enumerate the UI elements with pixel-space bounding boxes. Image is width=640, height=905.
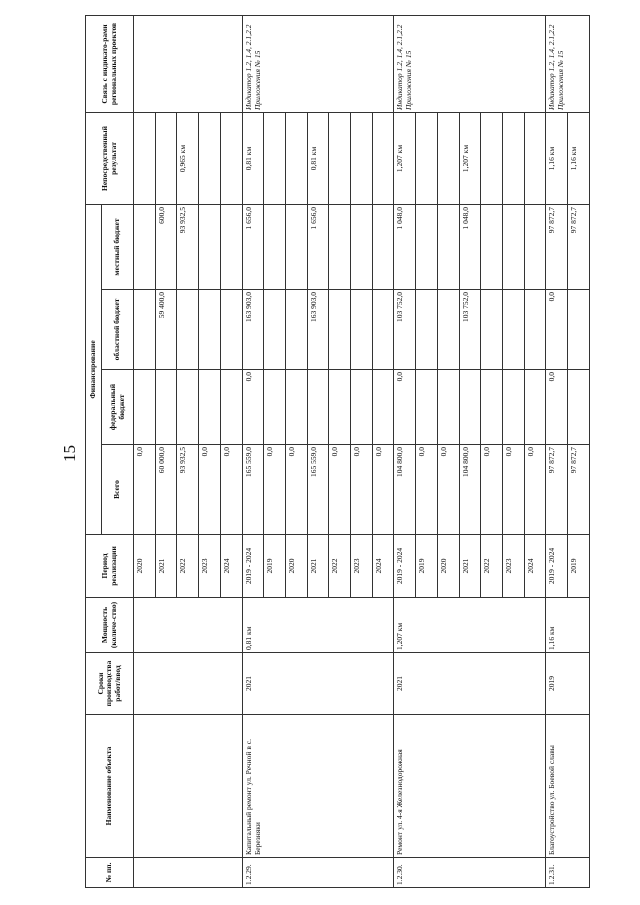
cell-total: 0,0: [524, 445, 546, 535]
cell-period: 2019: [568, 535, 590, 598]
cell-federal: [329, 370, 351, 445]
cell-result: [285, 113, 307, 205]
cell-period: 2021: [307, 535, 329, 598]
cell-federal: [155, 370, 177, 445]
cell-result: [437, 113, 459, 205]
header-total: Всего: [102, 445, 134, 535]
cell-result: [199, 113, 221, 205]
cell-period: 2023: [351, 535, 373, 598]
cell-result: [524, 113, 546, 205]
cell-total: 60 000,0: [155, 445, 177, 535]
table-row: [134, 16, 156, 888]
cell-local: 1 048,0: [394, 205, 416, 290]
cell-capacity: 1,16 км: [546, 598, 590, 653]
cell-total: 0,0: [134, 445, 156, 535]
cell-capacity: 0,81 км: [242, 598, 394, 653]
cell-federal: [502, 370, 524, 445]
cell-regional: [568, 290, 590, 370]
cell-regional: [372, 290, 394, 370]
cell-total: 0,0: [372, 445, 394, 535]
cell-capacity: 1,207 км: [394, 598, 546, 653]
cell-federal: [199, 370, 221, 445]
cell-federal: [307, 370, 329, 445]
cell-total: 0,0: [329, 445, 351, 535]
cell-federal: [372, 370, 394, 445]
cell-regional: [437, 290, 459, 370]
cell-regional: [264, 290, 286, 370]
cell-name: Благоустройство ул. Боевой славы: [546, 715, 590, 858]
cell-local: 97 872,7: [568, 205, 590, 290]
cell-deadline: 2021: [242, 653, 394, 715]
cell-regional: [351, 290, 373, 370]
cell-regional: [481, 290, 503, 370]
cell-federal: [177, 370, 199, 445]
cell-total: 0,0: [481, 445, 503, 535]
cell-federal: [264, 370, 286, 445]
cell-total: 165 559,0: [242, 445, 264, 535]
cell-regional: 59 400,0: [155, 290, 177, 370]
cell-num: 1.2.29.: [242, 858, 394, 888]
cell-result: [155, 113, 177, 205]
cell-local: [220, 205, 242, 290]
cell-total: 104 800,0: [459, 445, 481, 535]
cell-total: 93 932,5: [177, 445, 199, 535]
cell-federal: [285, 370, 307, 445]
cell-period: 2019: [264, 535, 286, 598]
cell-federal: [481, 370, 503, 445]
cell-period: 2024: [524, 535, 546, 598]
cell-period: 2022: [329, 535, 351, 598]
header-name: Наименование объекта: [86, 715, 134, 858]
cell-federal: 0,0: [394, 370, 416, 445]
cell-name: Капитальный ремонт ул. Речной в с. Березняки: [242, 715, 394, 858]
header-deadline: Сроки производства работ/ввод: [86, 653, 134, 715]
cell-total: 0,0: [502, 445, 524, 535]
cell-regional: [329, 290, 351, 370]
cell-period: 2019 - 2024: [546, 535, 568, 598]
cell-num: 1.2.31.: [546, 858, 590, 888]
cell-result: 0,81 км: [307, 113, 329, 205]
cell-result: [134, 113, 156, 205]
header-local: местный бюджет: [102, 205, 134, 290]
cell-total: 0,0: [351, 445, 373, 535]
cell-federal: 0,0: [546, 370, 568, 445]
table-row: [546, 16, 568, 888]
cell-period: 2020: [437, 535, 459, 598]
cell-regional: 163 903,0: [307, 290, 329, 370]
cell-regional: [502, 290, 524, 370]
cell-period: 2023: [199, 535, 221, 598]
cell-regional: [220, 290, 242, 370]
cell-local: [502, 205, 524, 290]
cell-local: 1 656,0: [242, 205, 264, 290]
cell-local: 600,0: [155, 205, 177, 290]
cell-regional: [134, 290, 156, 370]
cell-name: Ремонт ул. 4-я Железнодорожная: [394, 715, 546, 858]
cell-local: [351, 205, 373, 290]
rotated-table-wrapper: [85, 16, 590, 888]
cell-capacity: [134, 598, 243, 653]
cell-local: 1 656,0: [307, 205, 329, 290]
cell-local: [329, 205, 351, 290]
cell-period: 2019 - 2024: [394, 535, 416, 598]
cell-period: 2022: [177, 535, 199, 598]
header-regional: областной бюджет: [102, 290, 134, 370]
cell-federal: [416, 370, 438, 445]
cell-total: 165 559,0: [307, 445, 329, 535]
cell-federal: 0,0: [242, 370, 264, 445]
cell-local: 97 872,7: [546, 205, 568, 290]
cell-local: [524, 205, 546, 290]
header-period: Период реализации: [86, 535, 134, 598]
cell-result: [329, 113, 351, 205]
cell-result: [416, 113, 438, 205]
cell-regional: [285, 290, 307, 370]
cell-total: 0,0: [220, 445, 242, 535]
cell-local: [372, 205, 394, 290]
cell-regional: 103 752,0: [459, 290, 481, 370]
cell-local: [134, 205, 156, 290]
cell-result: [502, 113, 524, 205]
cell-regional: [199, 290, 221, 370]
cell-local: 1 048,0: [459, 205, 481, 290]
header-financing: Финансирование: [86, 205, 102, 535]
cell-period: 2022: [481, 535, 503, 598]
cell-link: Индикатор 1.2, 1.4, 2.1,2.2 Приложения № 15: [546, 16, 590, 113]
cell-local: [199, 205, 221, 290]
cell-result: [351, 113, 373, 205]
cell-regional: [177, 290, 199, 370]
cell-federal: [459, 370, 481, 445]
cell-total: 104 800,0: [394, 445, 416, 535]
cell-name: [134, 715, 243, 858]
cell-result: 1,207 км: [459, 113, 481, 205]
cell-period: 2020: [134, 535, 156, 598]
cell-total: 0,0: [199, 445, 221, 535]
table-row: [394, 16, 416, 888]
cell-result: [264, 113, 286, 205]
cell-federal: [524, 370, 546, 445]
cell-num: [134, 858, 243, 888]
cell-period: 2021: [155, 535, 177, 598]
cell-result: 0,81 км: [242, 113, 264, 205]
cell-period: 2019: [416, 535, 438, 598]
cell-num: 1.2.30.: [394, 858, 546, 888]
cell-total: 0,0: [416, 445, 438, 535]
cell-total: 97 872,7: [546, 445, 568, 535]
cell-federal: [437, 370, 459, 445]
cell-deadline: [134, 653, 243, 715]
cell-total: 0,0: [437, 445, 459, 535]
cell-local: [416, 205, 438, 290]
cell-period: 2021: [459, 535, 481, 598]
cell-federal: [220, 370, 242, 445]
header-num: № пп.: [86, 858, 134, 888]
header-link: Связь с индикато-рами региональных проектов: [86, 16, 134, 113]
cell-period: 2020: [285, 535, 307, 598]
cell-local: [285, 205, 307, 290]
cell-result: 1,207 км: [394, 113, 416, 205]
financing-table: [85, 15, 590, 888]
cell-link: Индикатор 1.2, 1.4, 2.1,2.2 Приложения № 15: [242, 16, 394, 113]
cell-deadline: 2019: [546, 653, 590, 715]
cell-local: 93 932,5: [177, 205, 199, 290]
cell-regional: 103 752,0: [394, 290, 416, 370]
cell-period: 2023: [502, 535, 524, 598]
cell-total: 97 872,7: [568, 445, 590, 535]
cell-total: 0,0: [285, 445, 307, 535]
cell-regional: [524, 290, 546, 370]
page-number: 15: [60, 445, 79, 462]
cell-local: [437, 205, 459, 290]
cell-regional: 0,0: [546, 290, 568, 370]
header-capacity: Мощность (количе-ство): [86, 598, 134, 653]
cell-local: [264, 205, 286, 290]
cell-period: 2024: [372, 535, 394, 598]
cell-result: [220, 113, 242, 205]
header-result: Непосредственный результат: [86, 113, 134, 205]
cell-link: Индикатор 1.2, 1.4, 2.1,2.2 Приложения № 15: [394, 16, 546, 113]
cell-local: [481, 205, 503, 290]
cell-period: 2024: [220, 535, 242, 598]
cell-period: 2019 - 2024: [242, 535, 264, 598]
cell-result: 0,965 км: [177, 113, 199, 205]
cell-total: 0,0: [264, 445, 286, 535]
cell-result: 1,16 км: [568, 113, 590, 205]
cell-result: 1,16 км: [546, 113, 568, 205]
cell-federal: [134, 370, 156, 445]
cell-federal: [568, 370, 590, 445]
header-federal: федеральный бюджет: [102, 370, 134, 445]
cell-result: [372, 113, 394, 205]
cell-link: [134, 16, 243, 113]
cell-regional: [416, 290, 438, 370]
cell-federal: [351, 370, 373, 445]
cell-result: [481, 113, 503, 205]
cell-regional: 163 903,0: [242, 290, 264, 370]
table-row: [242, 16, 264, 888]
cell-deadline: 2021: [394, 653, 546, 715]
